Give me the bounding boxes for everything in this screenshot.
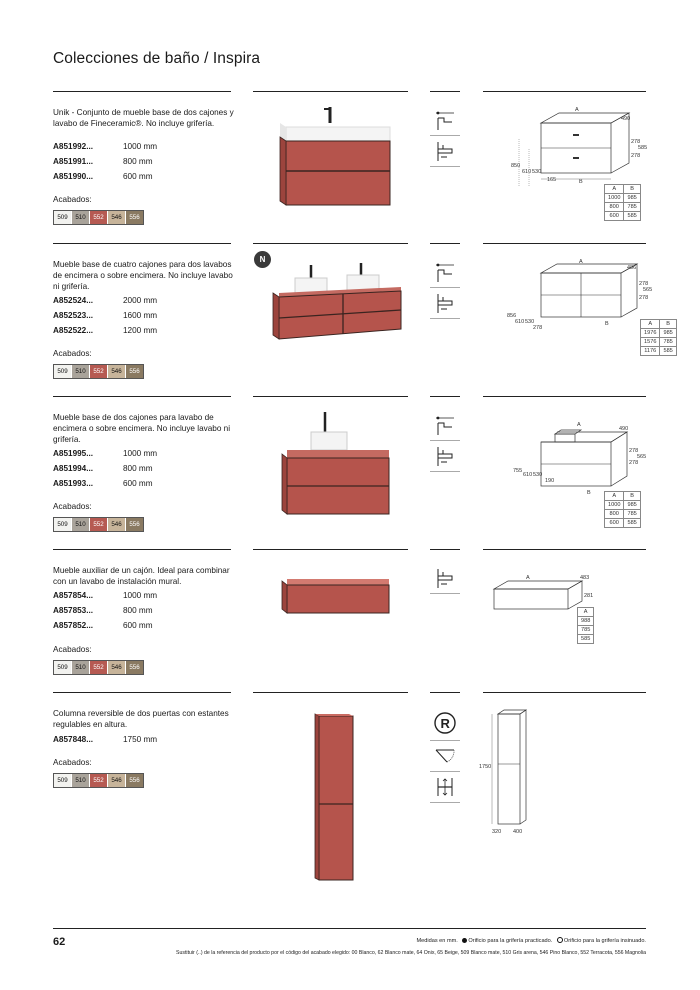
svg-text:278: 278 xyxy=(629,448,639,454)
icon-column xyxy=(430,410,460,472)
svg-text:A: A xyxy=(575,107,579,113)
finish-swatches xyxy=(53,773,144,788)
tap-hole-drilled-icon xyxy=(430,105,460,136)
reference-row: A857854... 1000 mm xyxy=(53,591,158,600)
reference-row: A851993... 600 mm xyxy=(53,479,153,488)
finishes-label: Acabados: xyxy=(53,645,92,654)
svg-text:400: 400 xyxy=(513,829,523,835)
open-dot-icon xyxy=(557,937,563,943)
svg-text:486: 486 xyxy=(627,265,637,271)
svg-text:A: A xyxy=(526,575,530,581)
swatch-509: 509 xyxy=(54,211,72,224)
product-section-5 xyxy=(53,692,646,892)
swatch-510: 510 xyxy=(72,365,90,378)
technical-drawing xyxy=(478,706,548,836)
swatch-510: 510 xyxy=(72,661,90,674)
swatch-556: 556 xyxy=(126,774,143,787)
svg-text:278: 278 xyxy=(533,325,543,331)
finish-swatches xyxy=(53,517,144,532)
svg-text:281: 281 xyxy=(584,593,594,599)
reference-row: A851992... 1000 mm xyxy=(53,142,158,151)
wall-basin-icon xyxy=(430,136,460,167)
reference-row: A852523... 1600 mm xyxy=(53,311,158,320)
reference-list xyxy=(53,735,157,750)
svg-text:530: 530 xyxy=(525,319,535,325)
dimension-table: A B 1976 985 1576 785 1176 585 xyxy=(640,319,677,356)
finish-swatches xyxy=(53,210,144,225)
wall-basin-icon xyxy=(430,288,460,319)
product-description: Mueble auxiliar de un cajón. Ideal para combinar con un lavabo de instalación mural. xyxy=(53,566,230,586)
swatch-556: 556 xyxy=(126,661,143,674)
door-opening-icon xyxy=(430,741,460,772)
svg-text:490: 490 xyxy=(621,116,631,122)
reversible-icon xyxy=(430,706,460,741)
svg-text:B: B xyxy=(587,490,591,496)
svg-text:B: B xyxy=(579,179,583,185)
footer-rule xyxy=(53,928,646,929)
swatch-552: 552 xyxy=(90,365,108,378)
swatch-552: 552 xyxy=(90,661,108,674)
new-badge: N xyxy=(254,251,271,268)
icon-column xyxy=(430,257,460,319)
icon-column xyxy=(430,105,460,167)
svg-text:610: 610 xyxy=(515,319,525,325)
swatch-509: 509 xyxy=(54,518,72,531)
swatch-546: 546 xyxy=(108,211,126,224)
swatch-510: 510 xyxy=(72,774,90,787)
legend: Medidas en mm. Orificio para la grifería practicado. Orificio para la grifería insinuado. xyxy=(416,938,646,944)
icon-column xyxy=(430,563,460,594)
swatch-546: 546 xyxy=(108,518,126,531)
swatch-552: 552 xyxy=(90,518,108,531)
product-description: Unik - Conjunto de mueble base de dos cajones y lavabo de Fineceramic®. No incluye grifería. xyxy=(53,108,234,128)
swatch-509: 509 xyxy=(54,774,72,787)
svg-text:278: 278 xyxy=(629,460,639,466)
svg-text:320: 320 xyxy=(492,829,502,835)
swatch-509: 509 xyxy=(54,661,72,674)
reference-row: A852524... 2000 mm xyxy=(53,296,158,305)
icon-column xyxy=(430,706,460,803)
finishes-label: Acabados: xyxy=(53,349,92,358)
reference-row: A857853... 800 mm xyxy=(53,606,153,615)
finishes-label: Acabados: xyxy=(53,502,92,511)
reference-row: A852522... 1200 mm xyxy=(53,326,158,335)
reference-row: A857852... 600 mm xyxy=(53,621,153,630)
svg-text:530: 530 xyxy=(532,169,542,175)
product-description: Mueble base de cuatro cajones para dos lavabos de encimera o sobre encimera. No incluye lavabo ni grifería. xyxy=(53,260,233,291)
product-section-4 xyxy=(53,549,646,699)
tap-hole-drilled-icon xyxy=(430,257,460,288)
svg-text:490: 490 xyxy=(619,426,629,432)
reference-list xyxy=(53,449,157,494)
svg-text:565: 565 xyxy=(637,454,647,460)
swatch-556: 556 xyxy=(126,365,143,378)
svg-text:565: 565 xyxy=(643,287,653,293)
dimension-table: A B 1000 985 800 785 600 585 xyxy=(604,491,641,528)
swatch-510: 510 xyxy=(72,518,90,531)
swatch-556: 556 xyxy=(126,518,143,531)
svg-text:278: 278 xyxy=(631,139,641,145)
tall-column-cabinet-image xyxy=(311,712,361,887)
reference-row: A851990... 600 mm xyxy=(53,172,153,181)
svg-text:278: 278 xyxy=(631,153,641,159)
adjustable-shelf-icon xyxy=(430,772,460,803)
reference-row: A851995... 1000 mm xyxy=(53,449,158,458)
technical-drawing xyxy=(503,414,648,499)
filled-dot-icon xyxy=(462,938,467,943)
svg-text:A: A xyxy=(577,422,581,428)
wall-basin-icon xyxy=(430,441,460,472)
wall-basin-icon xyxy=(430,563,460,594)
swatch-556: 556 xyxy=(126,211,143,224)
swatch-546: 546 xyxy=(108,661,126,674)
vanity-with-basin-image xyxy=(278,105,398,217)
svg-text:R: R xyxy=(440,716,450,731)
svg-text:165: 165 xyxy=(547,177,557,183)
svg-text:278: 278 xyxy=(639,281,649,287)
footer-note: Sustituir (..) de la referencia del producto por el código del acabado elegido: 00 Blanco, 62 Blanco mate, 64 Onix, 65 Beige, 509 Blanco mate, 510 Gris arena, 546 Pino Blanco, 552 Terracota, 556 Magnolia xyxy=(176,950,646,956)
product-description: Mueble base de dos cajones para lavabo de encimera o sobre encimera. No incluye lavabo ni grifería. xyxy=(53,413,231,444)
swatch-546: 546 xyxy=(108,774,126,787)
svg-text:610: 610 xyxy=(523,472,533,478)
svg-text:850: 850 xyxy=(511,163,521,169)
svg-text:1750: 1750 xyxy=(479,764,492,770)
svg-text:755: 755 xyxy=(513,468,523,474)
swatch-552: 552 xyxy=(90,211,108,224)
page-title: Colecciones de baño / Inspira xyxy=(53,50,261,67)
svg-text:483: 483 xyxy=(580,575,590,581)
double-vanity-image xyxy=(271,263,406,343)
svg-text:B: B xyxy=(605,321,609,327)
reference-row: A857848... 1750 mm xyxy=(53,735,158,744)
finish-swatches xyxy=(53,364,144,379)
swatch-510: 510 xyxy=(72,211,90,224)
product-section-2 xyxy=(53,243,673,393)
svg-text:190: 190 xyxy=(545,478,555,484)
product-section-3 xyxy=(53,396,646,546)
swatch-546: 546 xyxy=(108,365,126,378)
reference-list xyxy=(53,296,157,341)
finishes-label: Acabados: xyxy=(53,758,92,767)
svg-text:610: 610 xyxy=(522,169,532,175)
auxiliary-drawer-unit-image xyxy=(281,575,393,621)
svg-text:585: 585 xyxy=(638,145,648,151)
finishes-label: Acabados: xyxy=(53,195,92,204)
reference-list xyxy=(53,591,157,636)
tap-hole-drilled-icon xyxy=(430,410,460,441)
reference-row: A851991... 800 mm xyxy=(53,157,153,166)
technical-drawing xyxy=(493,259,653,339)
swatch-552: 552 xyxy=(90,774,108,787)
svg-text:530: 530 xyxy=(533,472,543,478)
reference-list xyxy=(53,142,157,187)
swatch-509: 509 xyxy=(54,365,72,378)
reference-row: A851994... 800 mm xyxy=(53,464,153,473)
vanity-countertop-basin-image xyxy=(281,410,393,520)
dimension-table: A 988 785 585 xyxy=(577,607,594,644)
product-section-1 xyxy=(53,91,646,241)
finish-swatches xyxy=(53,660,144,675)
svg-text:A: A xyxy=(579,259,583,265)
svg-text:278: 278 xyxy=(639,295,649,301)
svg-text:856: 856 xyxy=(507,313,517,319)
page-number: 62 xyxy=(53,936,66,948)
product-description: Columna reversible de dos puertas con estantes regulables en altura. xyxy=(53,709,229,729)
dimension-table: A B 1000 985 800 785 600 585 xyxy=(604,184,641,221)
